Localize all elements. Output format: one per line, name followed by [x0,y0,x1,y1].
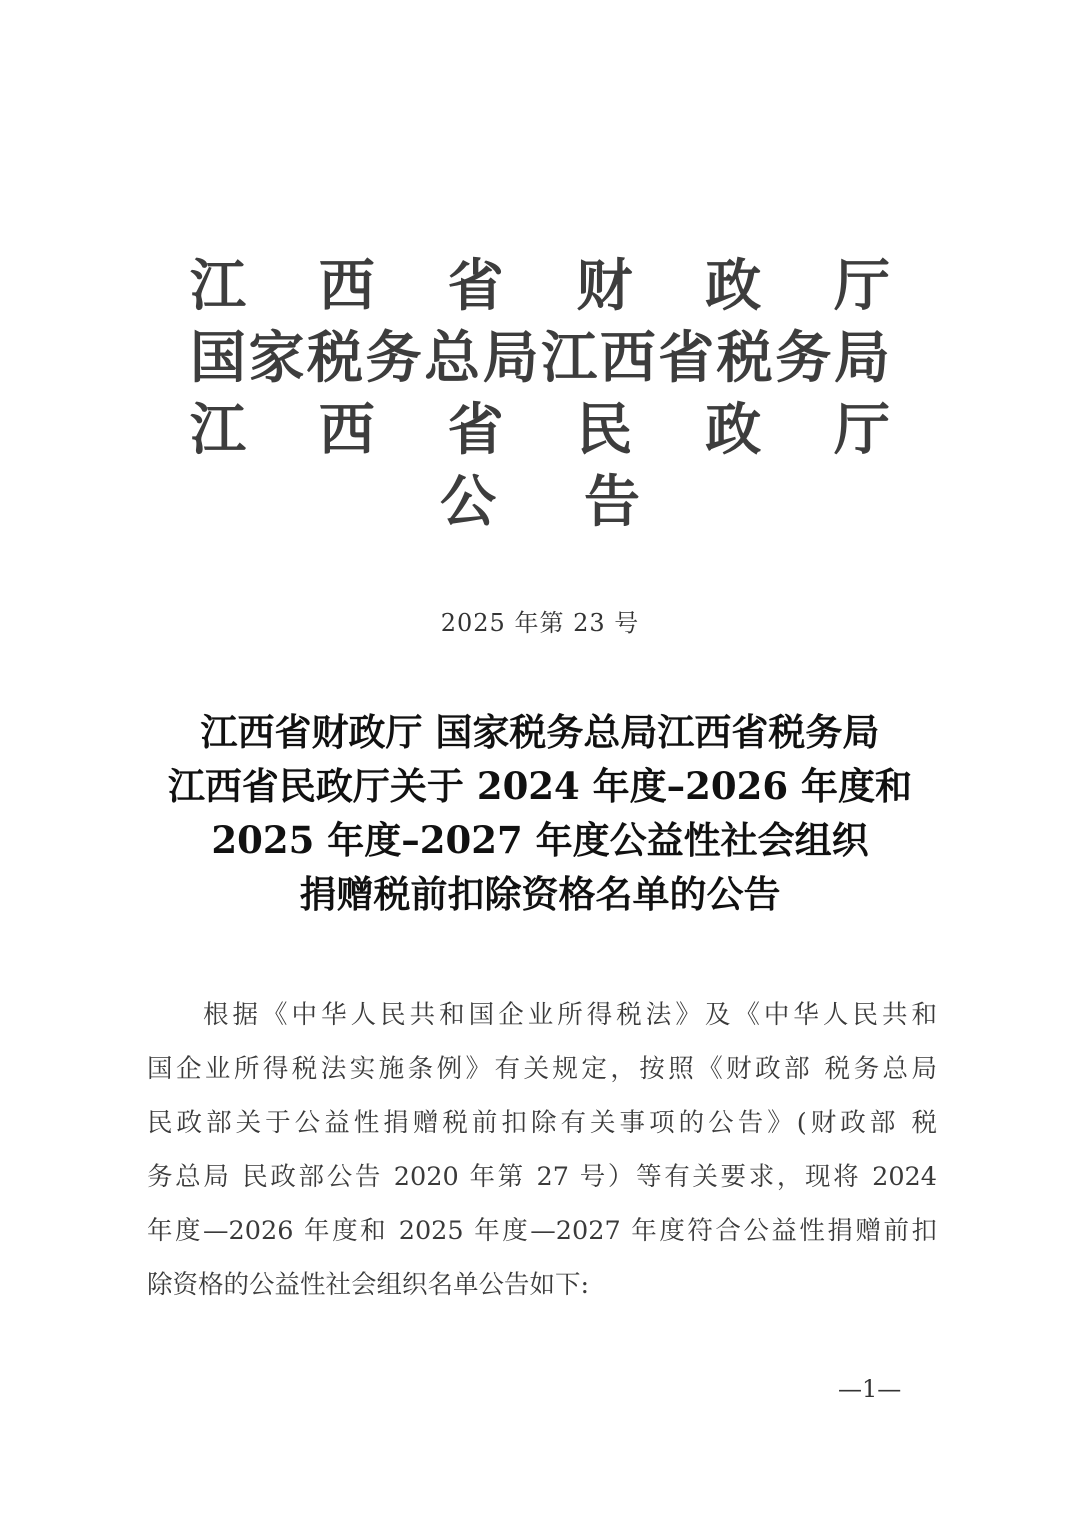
org-char: 局 [482,325,539,391]
issuing-organizations-header [190,250,890,538]
announcement-label [190,466,890,538]
org-char: 税 [716,325,773,391]
org-char: 省 [447,397,504,463]
org-char: 务 [365,325,422,391]
body-line: 年度—2026 年度和 2025 年度—2027 年度符合公益性捐赠前扣 [147,1216,937,1246]
org-char: 省 [658,325,715,391]
title-line: 江西省财政厅 国家税务总局江西省税务局 [200,710,880,754]
org-char: 西 [318,397,375,463]
org-char: 政 [705,253,762,319]
org-char: 财 [576,253,633,319]
org-char: 局 [833,325,890,391]
document-title [140,705,940,921]
org-char: 务 [775,325,832,391]
org-char: 国 [190,325,246,391]
org-char: 总 [424,325,481,391]
org-line-civil-affairs-dept [190,394,890,466]
org-line-tax-bureau [190,322,890,394]
body-paragraph [147,988,937,1312]
org-line-finance-dept [190,250,890,322]
org-char: 家 [248,325,305,391]
body-line: 民政部关于公益性捐赠税前扣除有关事项的公告》(财政部 税 [147,1108,937,1138]
page-number: —1— [838,1375,902,1403]
org-char: 西 [599,325,656,391]
body-line: 除资格的公益性社会组织名单公告如下: [147,1270,590,1300]
org-char: 政 [705,397,762,463]
org-char: 江 [190,397,246,463]
org-char: 税 [307,325,364,391]
body-line: 根据《中华人民共和国企业所得税法》及《中华人民共和 [203,1000,937,1030]
org-char: 民 [576,397,633,463]
org-char: 江 [190,253,246,319]
document-number: 2025 年第 23 号 [440,609,640,637]
announcement-char: 告 [584,469,640,535]
body-line: 务总局 民政部公告 2020 年第 27 号）等有关要求，现将 2024 [147,1162,937,1192]
org-char: 省 [447,253,504,319]
title-line: 捐赠税前扣除资格名单的公告 [299,872,781,916]
body-line: 国企业所得税法实施条例》有关规定，按照《财政部 税务总局 [147,1054,937,1084]
org-char: 江 [541,325,598,391]
title-line: 江西省民政厅关于 2024 年度–2026 年度和 [167,764,913,808]
org-char: 厅 [833,253,890,319]
announcement-char: 公 [440,469,496,535]
org-char: 厅 [833,397,890,463]
title-line: 2025 年度–2027 年度公益性社会组织 [211,818,869,862]
org-char: 西 [318,253,375,319]
